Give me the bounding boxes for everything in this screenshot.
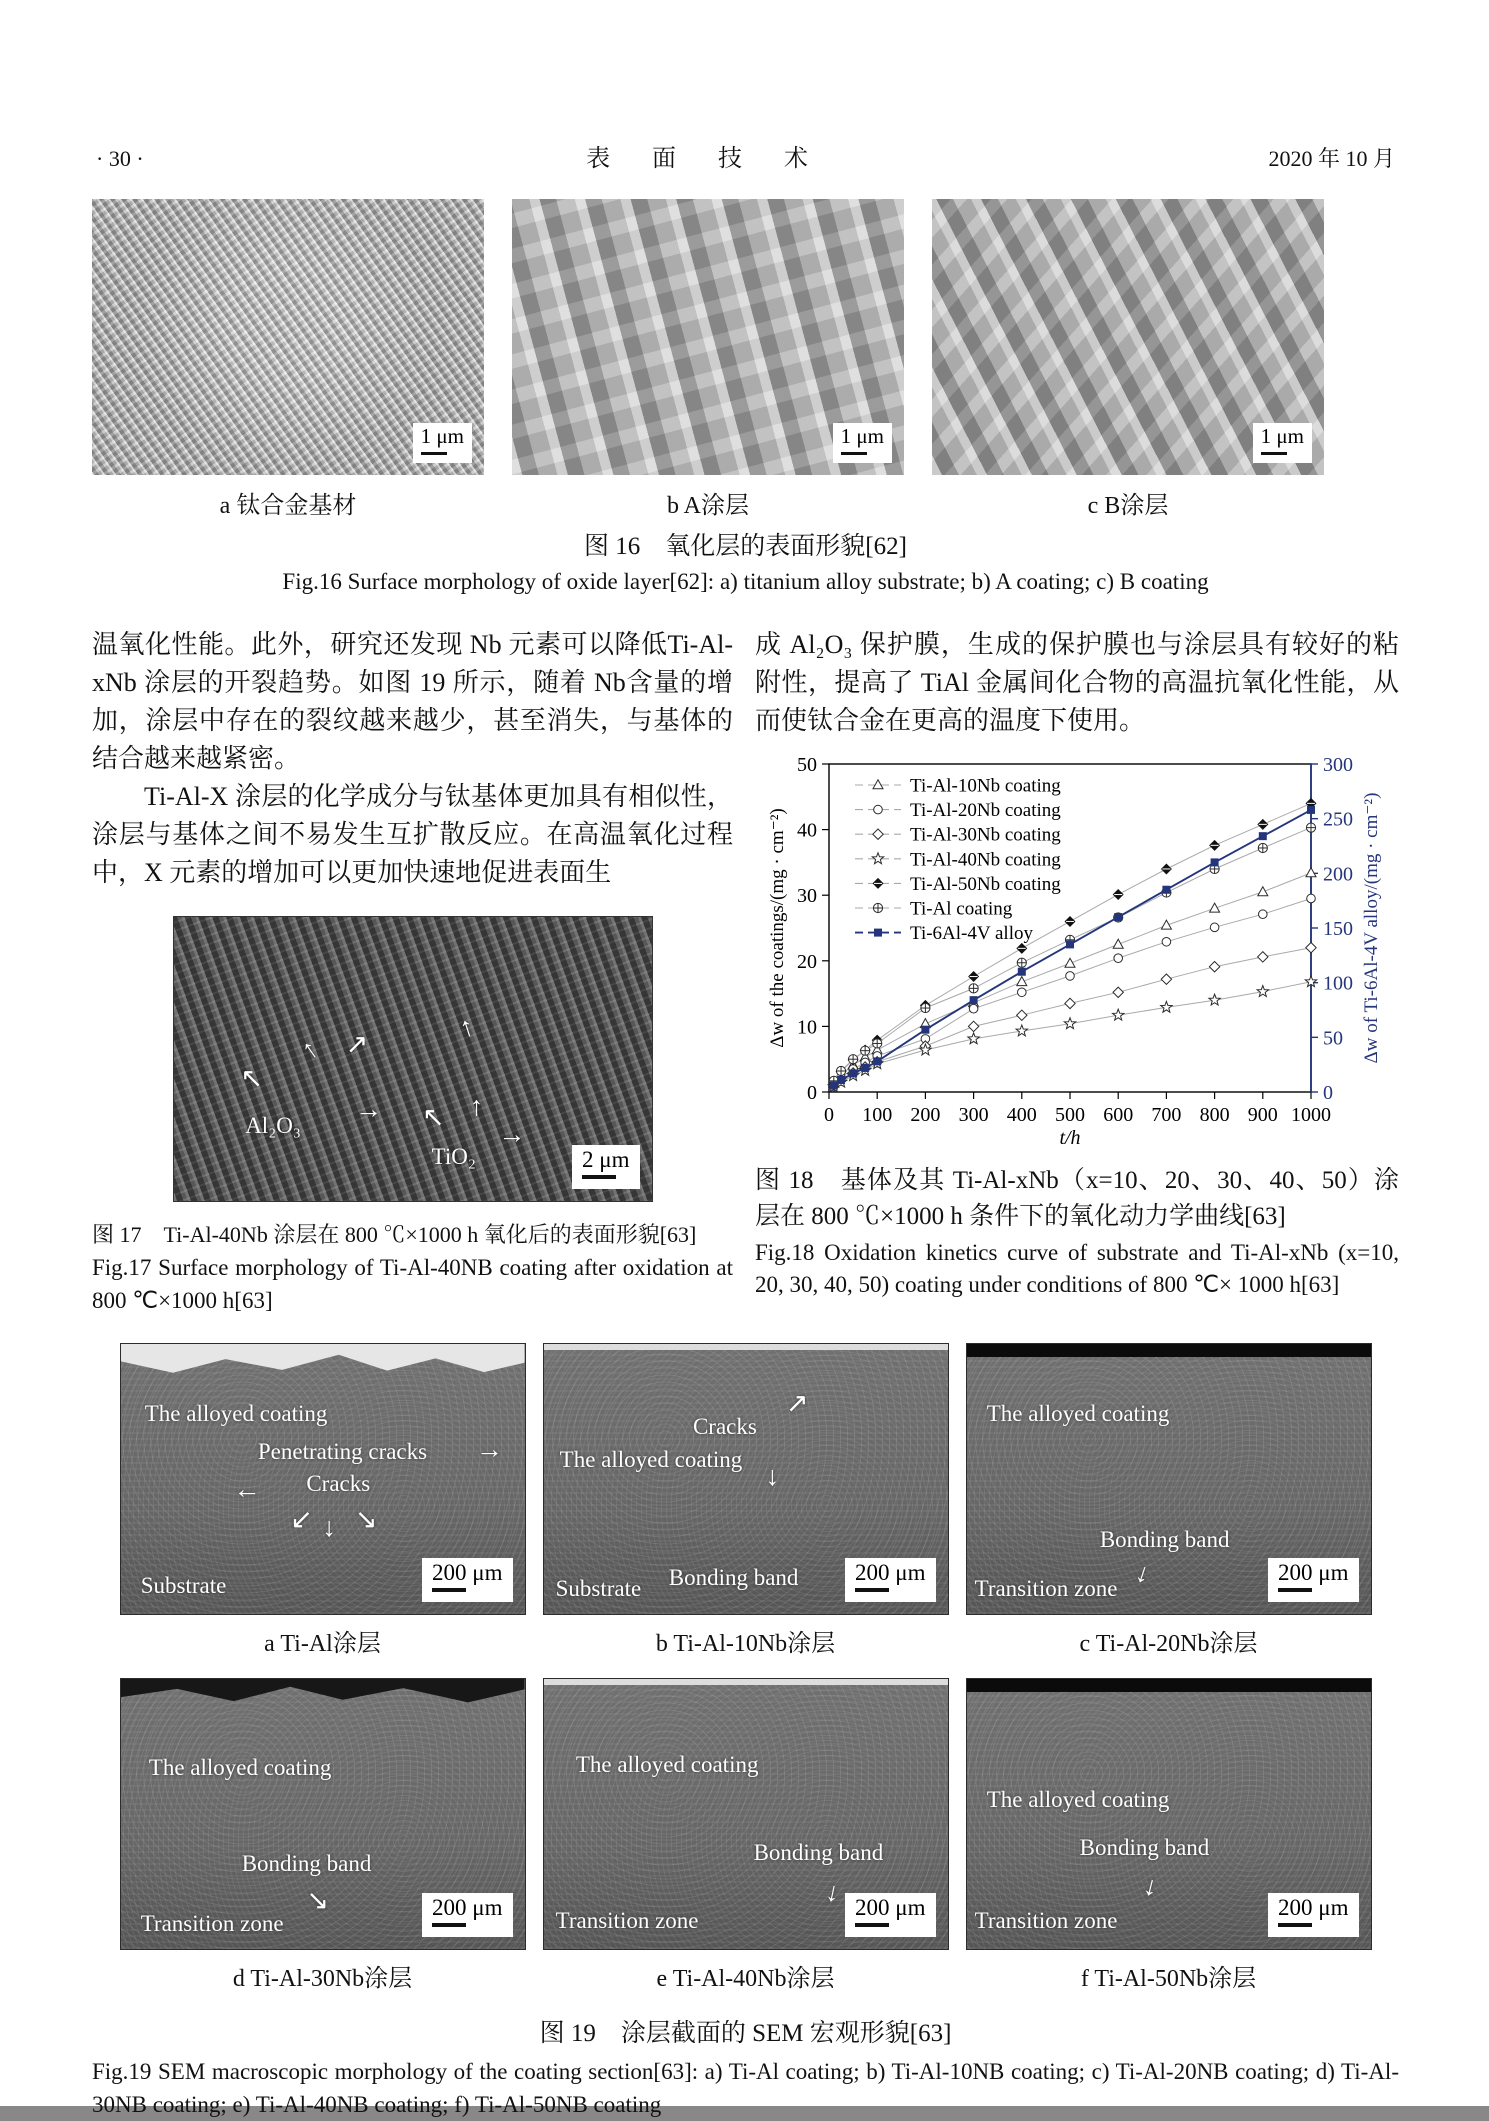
svg-text:400: 400 (1006, 1104, 1037, 1126)
bonding-band-label: Bonding band (1079, 1834, 1210, 1860)
svg-text:300: 300 (1323, 754, 1353, 776)
journal-title: 表 面 技 术 (586, 146, 827, 172)
svg-text:700: 700 (1151, 1104, 1182, 1126)
substrate-label: Substrate (140, 1572, 227, 1598)
arrow-down-icon: ↓ (823, 1875, 843, 1908)
image-top-band (121, 1679, 525, 1705)
sem-image-titanium-substrate (92, 199, 484, 475)
arrow-up-left-icon: ↖ (422, 1102, 445, 1133)
arrow-right-icon: → (355, 1093, 383, 1124)
scale-bar (422, 1893, 512, 1937)
arrow-up-right-icon: ↗ (785, 1387, 809, 1418)
bonding-band-label: Bonding band (1099, 1526, 1230, 1552)
fig19-panel-c (966, 1343, 1372, 1664)
issue-date: 2020 年 10 月 (1268, 146, 1395, 171)
arrow-up-icon: ↑ (455, 1010, 478, 1043)
svg-text:0: 0 (1323, 1082, 1333, 1104)
arrow-down-left-icon: ↙ (290, 1504, 313, 1534)
fig19-caption-en: Fig.19 SEM macroscopic morphology of the coating section[63]: a) Ti-Al coating; b) Ti-Al-10NB coating; c) Ti-Al-20NB coating; d) Ti-Al-30NB coating; e) Ti-Al-40NB coating; f) Ti-Al-50NB coating (92, 2059, 1399, 2117)
rough-surface-edge (121, 1344, 525, 1380)
page-number: · 30 · (96, 146, 144, 171)
fig19-panel-a (120, 1343, 526, 1664)
scale-label: 200 μm (1278, 1560, 1349, 1585)
sem-cross-section-ti-al-50nb (966, 1678, 1372, 1950)
fig16-panel-a-caption: a 钛合金基材 (219, 493, 357, 519)
image-top-band (967, 1344, 1371, 1357)
fig19-panel-a-caption: a Ti-Al涂层 (264, 1631, 381, 1657)
surface-edge (544, 1344, 948, 1350)
arrow-right-icon: → (476, 1433, 504, 1464)
right-column (755, 626, 1399, 1317)
body-paragraph: Ti-Al-X 涂层的化学成分与钛基体更加具有相似性，涂层与基体之间不易发生互扩散反应。在高温氧化过程中，X 元素的增加可以更加快速地促进表面生 (92, 782, 733, 887)
svg-text:500: 500 (1055, 1104, 1085, 1126)
bonding-band-label: Bonding band (753, 1840, 884, 1866)
svg-text:Δw of the coatings/(mg · cm⁻²): Δw of the coatings/(mg · cm⁻²) (767, 808, 788, 1048)
svg-text:10: 10 (797, 1016, 817, 1039)
scale-label: 1 μm (840, 424, 884, 448)
scale-bar (422, 1558, 512, 1602)
arrow-down-icon: ↓ (322, 1512, 336, 1543)
sem-image-a-coating (512, 199, 904, 475)
fig17-caption-zh: 图 17 Ti-Al-40Nb 涂层在 800 ℃×1000 h 氧化后的表面形貌[63] (92, 1222, 697, 1247)
svg-text:Ti-Al-30Nb coating: Ti-Al-30Nb coating (910, 824, 1061, 846)
fig19-caption-zh: 图 19 涂层截面的 SEM 宏观形貌[63] (539, 2020, 952, 2047)
fig16-panel-c (932, 199, 1324, 520)
cracks-label: Cracks (692, 1414, 757, 1440)
scale-bar (1253, 423, 1312, 463)
body-paragraph: 温氧化性能。此外，研究还发现 Nb 元素可以降低Ti-Al-xNb 涂层的开裂趋势。如图 19 所示，随着 Nb含量的增加，涂层中存在的裂纹越来越少，甚至消失，与基体的结合越来越紧密。 (92, 630, 733, 773)
two-column-band (92, 626, 1399, 1317)
fig19-panel-d-caption: d Ti-Al-30Nb涂层 (232, 1966, 413, 1992)
transition-zone-label: Transition zone (974, 1575, 1118, 1601)
arrow-down-right-icon: ↘ (354, 1504, 378, 1534)
fig16-caption-zh: 图 16 氧化层的表面形貌[62] (584, 533, 907, 560)
arrow-left-icon: ← (233, 1474, 261, 1505)
fig19-panel-b (543, 1343, 949, 1664)
svg-text:100: 100 (1323, 972, 1353, 995)
left-column (92, 626, 733, 1317)
svg-text:50: 50 (797, 754, 817, 776)
scale-bar (845, 1558, 935, 1602)
cracks-label: Cracks (306, 1470, 371, 1496)
arrow-up-icon: ↑ (469, 1091, 484, 1122)
svg-text:800: 800 (1199, 1104, 1230, 1126)
substrate-label: Substrate (555, 1575, 642, 1601)
svg-text:100: 100 (862, 1104, 893, 1126)
scale-bar (1268, 1558, 1358, 1602)
svg-text:Ti-Al-20Nb coating: Ti-Al-20Nb coating (910, 800, 1061, 822)
svg-text:300: 300 (958, 1104, 989, 1126)
svg-text:Δw of Ti-6Al-4V alloy/(mg · cm: Δw of Ti-6Al-4V alloy/(mg · cm⁻²) (1361, 792, 1382, 1064)
scale-bar (1268, 1893, 1358, 1937)
fig16-panel-a (92, 199, 484, 520)
arrow-down-icon: ↓ (765, 1460, 780, 1491)
scale-label: 1 μm (1260, 424, 1304, 448)
fig16-panel-c-caption: c B涂层 (1087, 493, 1169, 519)
transition-zone-label: Transition zone (140, 1910, 284, 1936)
arrow-up-right-icon: ↗ (345, 1028, 369, 1059)
fig16-panel-b-caption: b A涂层 (666, 493, 749, 519)
tio2-label: TiO₂ (431, 1144, 476, 1170)
scale-label: 1 μm (420, 424, 464, 448)
page-header (92, 138, 1399, 173)
alloyed-coating-label: The alloyed coating (144, 1400, 328, 1426)
fig19-panel-f (966, 1678, 1372, 1999)
transition-zone-label: Transition zone (555, 1907, 699, 1933)
svg-text:Ti-Al-10Nb coating: Ti-Al-10Nb coating (910, 775, 1061, 797)
svg-text:50: 50 (1323, 1027, 1343, 1050)
scale-label: 200 μm (432, 1895, 503, 1920)
scale-bar (413, 423, 472, 463)
sem-image-b-coating (932, 199, 1324, 475)
scale-bar (845, 1893, 935, 1937)
svg-text:150: 150 (1323, 918, 1353, 940)
alloyed-coating-label: The alloyed coating (575, 1751, 759, 1777)
fig16-caption-en: Fig.16 Surface morphology of oxide layer[62]: a) titanium alloy substrate; b) A coating; c) B coating (282, 569, 1209, 594)
sem-image-oxidized-surface (173, 916, 653, 1202)
svg-text:Ti-Al coating: Ti-Al coating (910, 898, 1013, 920)
scale-label: 200 μm (855, 1560, 926, 1585)
svg-text:1000: 1000 (1291, 1104, 1331, 1126)
svg-text:30: 30 (797, 885, 817, 908)
arrow-down-icon: ↓ (1132, 1556, 1155, 1590)
arrow-up-left-icon: ↖ (240, 1062, 264, 1093)
body-paragraph: 成 Al₂O₃ 保护膜，生成的保护膜也与涂层具有较好的粘附性，提高了 TiAl 金属间化合物的高温抗氧化性能，从而使钛合金在更高的温度下使用。 (755, 630, 1399, 735)
arrow-down-right-icon: ↘ (306, 1884, 329, 1915)
scale-label: 200 μm (1278, 1895, 1349, 1920)
sem-cross-section-ti-al-10nb (543, 1343, 949, 1615)
al2o3-label: Al₂O₃ (245, 1112, 301, 1138)
figure-17 (173, 916, 653, 1202)
fig19-panel-d (120, 1678, 526, 1999)
svg-text:40: 40 (797, 819, 817, 842)
alloyed-coating-label: The alloyed coating (148, 1754, 332, 1780)
svg-text:t/h: t/h (1059, 1127, 1081, 1149)
svg-text:0: 0 (807, 1082, 817, 1104)
bonding-band-label: Bonding band (241, 1851, 372, 1877)
sem-cross-section-ti-al-20nb (966, 1343, 1372, 1615)
figure-19 (92, 1343, 1399, 2121)
fig19-panel-c-caption: c Ti-Al-20Nb涂层 (1079, 1631, 1258, 1657)
svg-text:Ti-Al-40Nb coating: Ti-Al-40Nb coating (910, 849, 1061, 871)
image-top-band (967, 1679, 1371, 1692)
scale-label: 2 μm (582, 1147, 630, 1172)
scale-bar (572, 1145, 639, 1189)
figure-18 (755, 750, 1399, 1155)
fig19-panel-e (543, 1678, 949, 1999)
alloyed-coating-label: The alloyed coating (986, 1787, 1170, 1812)
figure-16 (92, 199, 1399, 598)
fig19-panel-b-caption: b Ti-Al-10Nb涂层 (655, 1631, 836, 1657)
fig16-panel-row (92, 199, 1399, 520)
fig16-panel-b (512, 199, 904, 520)
svg-text:200: 200 (910, 1104, 941, 1126)
fig19-panel-e-caption: e Ti-Al-40Nb涂层 (656, 1966, 835, 1992)
svg-text:200: 200 (1323, 863, 1353, 886)
scale-bar (833, 423, 892, 463)
fig19-panel-f-caption: f Ti-Al-50Nb涂层 (1080, 1966, 1257, 1992)
sem-cross-section-ti-al (120, 1343, 526, 1615)
svg-text:20: 20 (797, 950, 817, 973)
transition-zone-label: Transition zone (974, 1907, 1118, 1933)
bonding-band-label: Bonding band (668, 1564, 799, 1590)
svg-text:0: 0 (824, 1104, 834, 1126)
svg-text:600: 600 (1103, 1104, 1134, 1126)
fig19-grid (92, 1343, 1399, 1999)
arrow-up-icon: ↑ (294, 1033, 324, 1066)
oxidation-kinetics-chart (755, 750, 1399, 1150)
svg-text:900: 900 (1247, 1104, 1278, 1126)
scale-label: 200 μm (855, 1895, 926, 1920)
scale-label: 200 μm (432, 1560, 503, 1585)
fig17-caption-en: Fig.17 Surface morphology of Ti-Al-40NB coating after oxidation at 800 ℃×1000 h[63] (92, 1255, 733, 1313)
sem-cross-section-ti-al-40nb (543, 1678, 949, 1950)
arrow-right-icon: → (498, 1119, 526, 1150)
svg-text:Ti-6Al-4V alloy: Ti-6Al-4V alloy (910, 923, 1033, 945)
penetrating-cracks-label: Penetrating cracks (257, 1438, 428, 1464)
fig18-caption-en: Fig.18 Oxidation kinetics curve of substrate and Ti-Al-xNb (x=10, 20, 30, 40, 50) coating under conditions of 800 ℃× 1000 h[63] (755, 1240, 1399, 1297)
svg-text:250: 250 (1323, 808, 1353, 831)
alloyed-coating-label: The alloyed coating (986, 1400, 1170, 1426)
svg-text:Ti-Al-50Nb coating: Ti-Al-50Nb coating (910, 873, 1061, 895)
sem-cross-section-ti-al-30nb (120, 1678, 526, 1950)
arrow-down-icon: ↓ (1140, 1870, 1162, 1903)
alloyed-coating-label: The alloyed coating (559, 1446, 743, 1472)
fig18-caption-zh: 图 18 基体及其 Ti-Al-xNb（x=10、20、30、40、50）涂层在 800 ℃×1000 h 条件下的氧化动力学曲线[63] (755, 1167, 1399, 1230)
surface-edge (544, 1679, 948, 1685)
